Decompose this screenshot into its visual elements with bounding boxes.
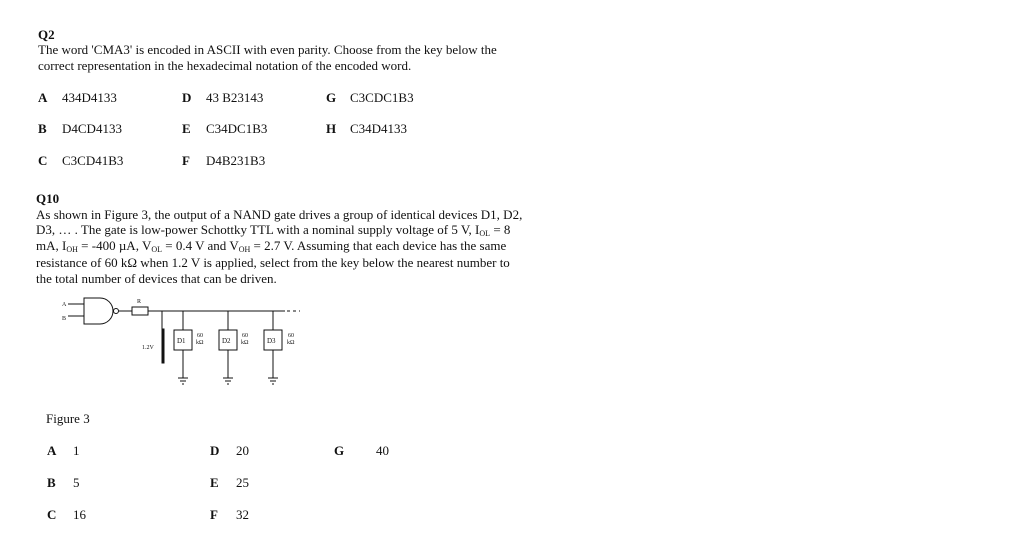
option-value: 434D4133 [62, 90, 117, 105]
option-value: 5 [73, 475, 80, 490]
device-d2-resistance: 60 [242, 333, 248, 339]
q10-option-g[interactable] [334, 443, 389, 459]
q10-option-e[interactable] [210, 475, 249, 491]
option-value: C3CD41B3 [62, 153, 124, 168]
input-b-label: B [62, 316, 67, 322]
option-value: C34D4133 [350, 121, 408, 136]
question-2-text-line-1: The word 'CMA3' is encoded in ASCII with even parity. Choose from the key below the [38, 42, 497, 57]
option-value: 20 [236, 443, 249, 458]
question-10-text-line-4: resistance of 60 kΩ when 1.2 V is applied, select from the key below the nearest number to [36, 255, 510, 270]
option-value: 43 B23143 [206, 90, 264, 105]
option-value: 32 [236, 507, 249, 522]
q10-option-a[interactable] [47, 443, 80, 459]
option-letter: F [210, 507, 218, 522]
voltage-label: 1.2V [142, 345, 154, 351]
option-letter: B [47, 475, 56, 490]
nand-gate-icon [84, 298, 113, 324]
option-letter: D [182, 90, 192, 105]
nand-bubble-icon [114, 309, 119, 314]
device-d3-resistance: 60 [288, 333, 294, 339]
option-letter: G [334, 443, 345, 458]
option-value: 25 [236, 475, 249, 490]
option-letter: D [210, 443, 220, 458]
option-letter: A [47, 443, 57, 458]
q10-option-b[interactable] [47, 475, 80, 491]
question-10-number: Q10 [36, 191, 60, 206]
question-10-text-line-5: the total number of devices that can be driven. [36, 271, 277, 286]
option-value: 40 [376, 443, 389, 458]
device-d2-label: D2 [222, 337, 231, 345]
option-letter: A [38, 90, 48, 105]
device-d3-unit: kΩ [287, 340, 295, 346]
q10-option-d[interactable] [210, 443, 249, 459]
q10-option-c[interactable] [47, 507, 86, 523]
input-a-label: A [62, 302, 67, 308]
question-10-text-line-3: mA, $I_{OH} = -400$ µA, $V_{OL} = 0.4$ V and $V_{OH} = 2.7$ V. Assuming that each device has the same [36, 238, 507, 254]
option-value: 1 [73, 443, 80, 458]
voltage-source-icon [162, 329, 164, 363]
option-letter: C [47, 507, 57, 522]
device-d1-resistance: 60 [197, 333, 203, 339]
figure-caption: Figure 3 [46, 411, 90, 426]
option-letter: E [182, 121, 191, 136]
question-10-text-line-2: D3, … . The gate is low-power Schottky TTL with a nominal supply voltage of 5 V, $I_{OL} = 8$ [36, 222, 511, 238]
option-letter: G [326, 90, 337, 105]
q10-option-f[interactable] [210, 507, 249, 523]
option-letter: B [38, 121, 47, 136]
question-10-text-line-1: As shown in Figure 3, the output of a NAND gate drives a group of identical devices D1, D2, [36, 207, 523, 222]
option-value: C34DC1B3 [206, 121, 268, 136]
resistor-icon [132, 307, 148, 315]
option-value: 16 [73, 507, 86, 522]
option-value: D4B231B3 [206, 153, 266, 168]
option-value: D4CD4133 [62, 121, 122, 136]
option-letter: E [210, 475, 219, 490]
option-value: C3CDC1B3 [350, 90, 414, 105]
device-d1-unit: kΩ [196, 340, 204, 346]
option-letter: H [326, 121, 337, 136]
question-2-text-line-2: correct representation in the hexadecimal notation of the encoded word. [38, 58, 412, 73]
option-letter: C [38, 153, 48, 168]
device-d2-unit: kΩ [241, 340, 249, 346]
device-d3-label: D3 [267, 337, 276, 345]
question-2-number: Q2 [38, 27, 55, 42]
option-letter: F [182, 153, 190, 168]
resistor-label: R [137, 299, 142, 305]
device-d1-label: D1 [177, 337, 186, 345]
